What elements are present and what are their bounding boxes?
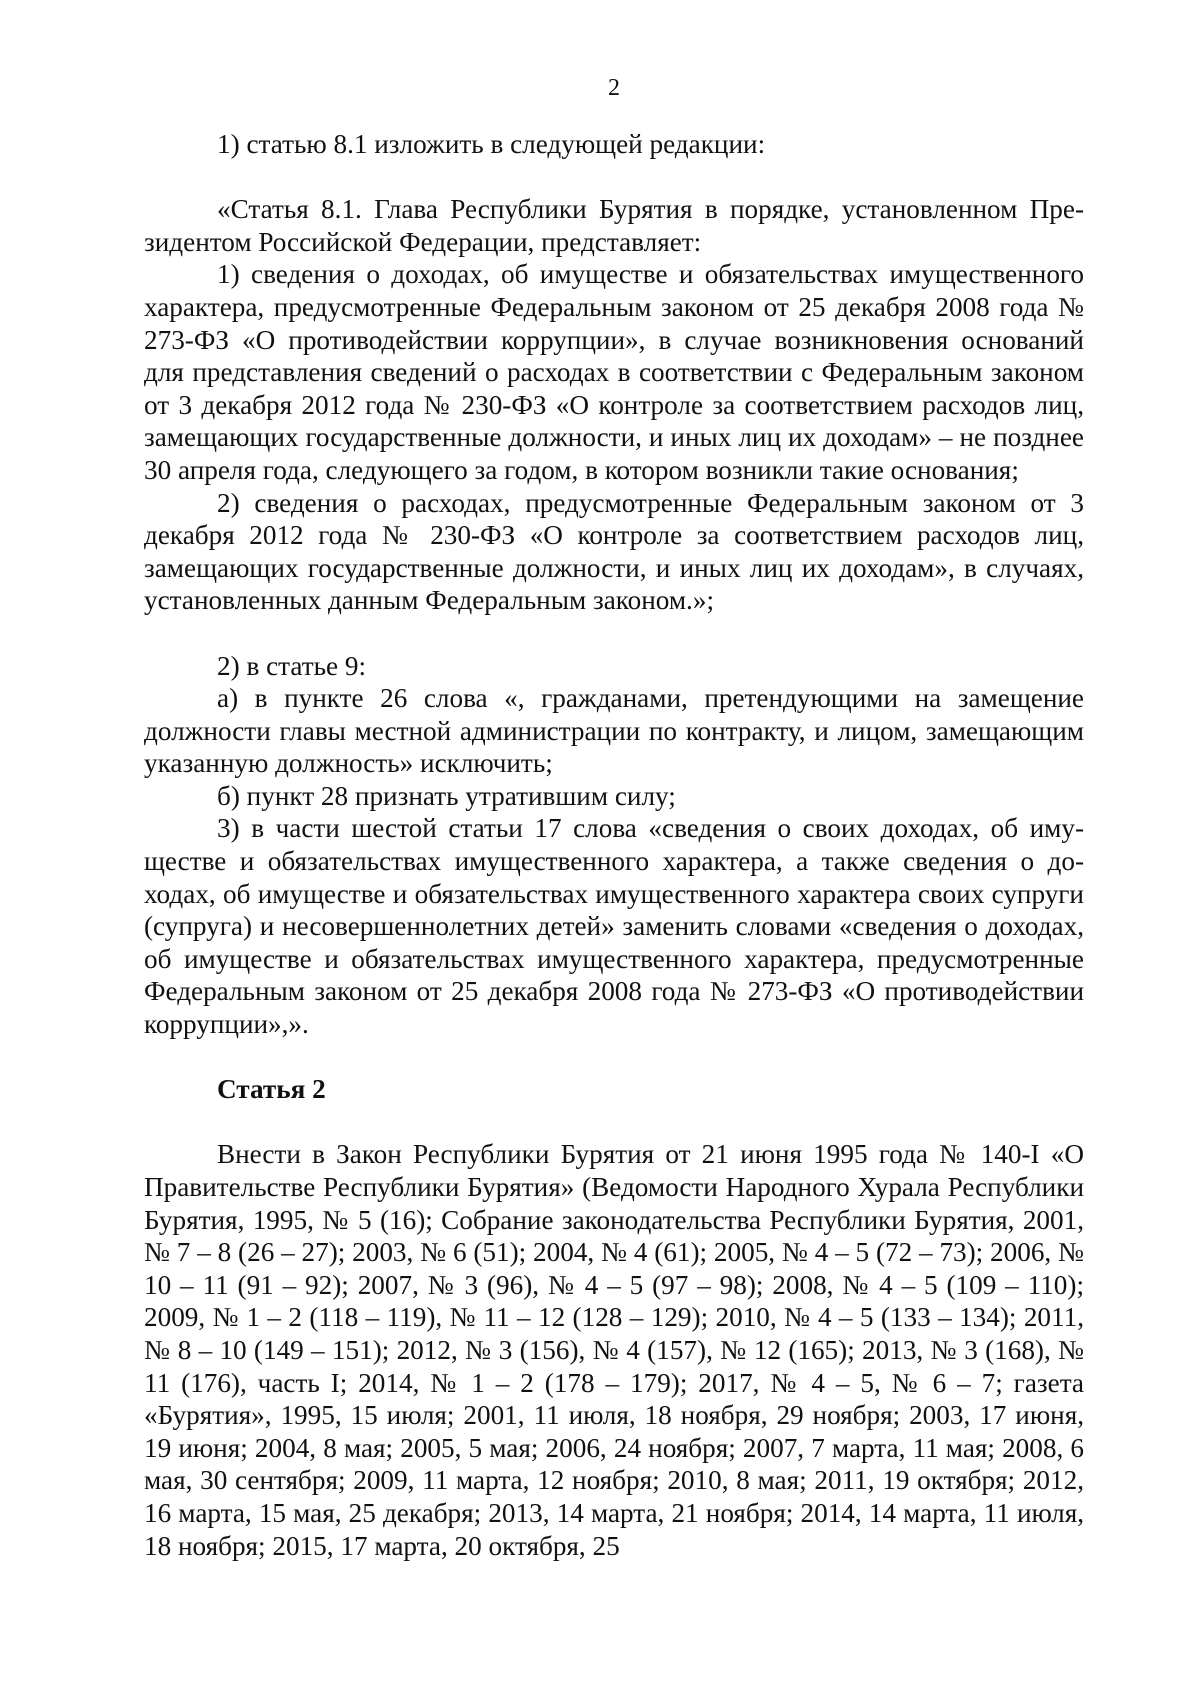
article-heading: Статья 2	[217, 1074, 326, 1105]
paragraph-amendment-2b: б) пункт 28 признать утратившим силу;	[217, 780, 676, 811]
paragraph-amendment-1: 1) статью 8.1 изложить в следующей редакции:	[217, 129, 766, 159]
document-body	[144, 128, 1084, 1562]
paragraph-article-2-body: Внести в Закон Республики Бурятия от 21 июня 1995 года № 140-I «О Правительстве Республики Бурятия» (Ведомости Народного Хурала Республики Бурятия, 1995, № 5 (16); Собрание законодательства Республики Бурятия, 2001, № 7 – 8 (26 – 27); 2003, № 6 (51); 2004, № 4 (61); 2005, № 4 – 5 (72 – 73); 2006, № 10 – 11 (91 – 92); 2007, № 3 (96), № 4 – 5 (97 – 98); 2008, № 4 – 5 (109 – 110); 2009, № 1 – 2 (118 – 119), № 11 – 12 (128 – 129); 2010, № 4 – 5 (133 – 134); 2011, № 8 – 10 (149 – 151); 2012, № 3 (156), № 4 (157), № 12 (165); 2013, № 3 (168), № 11 (176), часть I; 2014, № 1 – 2 (178 – 179); 2017, № 4 – 5, № 6 – 7; газета «Бурятия», 1995, 15 июля; 2001, 11 июля, 18 ноября, 29 ноября; 2003, 17 июня, 19 июня; 2004, 8 мая; 2005, 5 мая; 2006, 24 ноября; 2007, 7 марта, 11 мая; 2008, 6 мая, 30 сентября; 2009, 11 марта, 12 ноября; 2010, 8 мая; 2011, 19 октября; 2012, 16 марта, 15 мая, 25 декабря; 2013, 14 марта, 21 ноября; 2014, 14 марта, 11 июля, 18 ноября; 2015, 17 марта, 20 октября, 25	[144, 1139, 1084, 1561]
paragraph-amendment-2: 2) в статье 9:	[217, 650, 367, 681]
paragraph-amendment-2a: а) в пункте 26 слова «, гражданами, претендующими на замещение должности главы местной администрации по контракту, и лицом, замещающим указанную должность» исключить;	[144, 683, 1084, 779]
page-number: 2	[608, 75, 620, 101]
paragraph-article-8-1-intro: «Статья 8.1. Глава Республики Бурятия в порядке, установленном Президентом Российской Федерации, представляет:	[144, 194, 1084, 257]
paragraph-amendment-3: 3) в части шестой статьи 17 слова «сведения о своих доходах, об имуществе и обязательствах имущественного характера, а также сведения о доходах, об имуществе и обязательствах имущественного характера своих супруги (супруга) и несовершеннолетних детей» заменить словами «сведения о доходах, об имуществе и обязательствах имущественного характера, предусмотренные Федеральным законом от 25 декабря 2008 года № 273-ФЗ «О противодействии коррупции»,».	[144, 813, 1084, 1040]
paragraph-article-8-1-item-1: 1) сведения о доходах, об имуществе и обязательствах имущественного характера, предусмотренные Федеральным законом от 25 декабря 2008 года № 273-ФЗ «О противодействии коррупции», в случае возникновения оснований для представления сведений о расходах в соответствии с Федеральным законом от 3 декабря 2012 года № 230-ФЗ «О контроле за соответствием расходов лиц, замещающих государственные должности, и иных лиц их доходам» – не позднее 30 апреля года, следующего за годом, в котором возникли такие основания;	[144, 259, 1084, 485]
paragraph-article-8-1-item-2: 2) сведения о расходах, предусмотренные Федеральным законом от 3 декабря 2012 года № 230-ФЗ «О контроле за соответствием расходов лиц, замещающих государственные должности, и иных лиц их доходам», в случаях, установленных данным Федеральным законом.»;	[144, 487, 1084, 616]
